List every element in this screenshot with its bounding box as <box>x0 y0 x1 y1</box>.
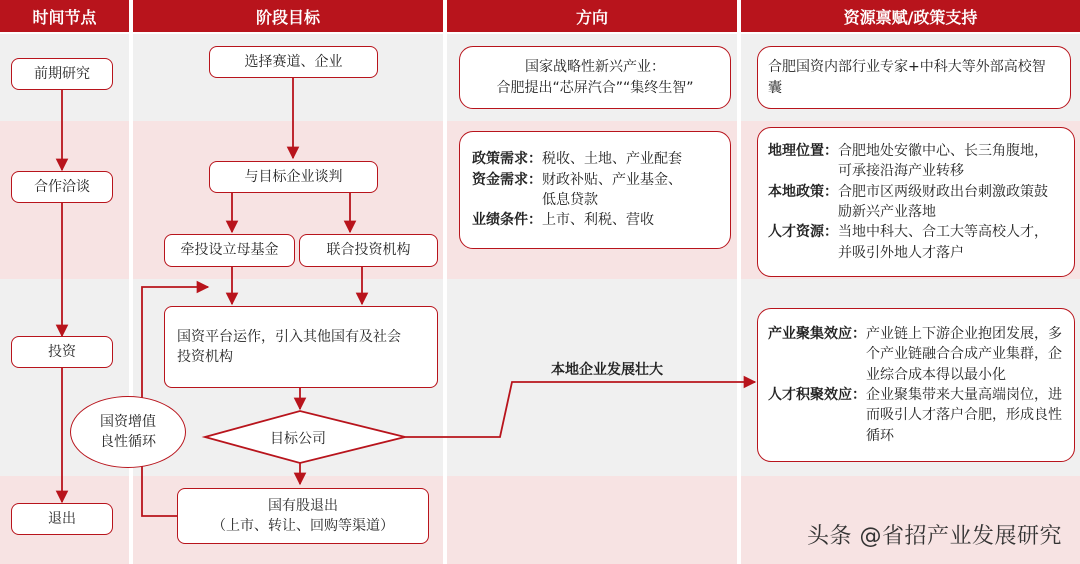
needs-policy-value: 税收、土地、产业配套 <box>542 151 682 168</box>
needs-performance-key: 业绩条件： <box>472 212 542 229</box>
exit-text-line1: 国有股退出 <box>268 497 338 514</box>
talent-gathering-value: 企业聚集带来大量高端岗位，进而吸引人才落户合肥，形成良性循环 <box>866 387 1062 444</box>
talent-key: 人才资源： <box>768 224 838 241</box>
direction-strategic-industry <box>459 46 731 109</box>
goal-state-share-exit <box>177 488 429 544</box>
target-company-label: 目标公司 <box>270 431 326 447</box>
goal-negotiate-target: 与目标企业谈判 <box>209 161 378 193</box>
cycle-ellipse <box>70 396 186 468</box>
effect-industry-cluster <box>768 324 1062 385</box>
condition-local-policy <box>768 182 1060 223</box>
needs-capital-value: 财政补贴、产业基金、低息贷款 <box>542 171 682 208</box>
geography-value: 合肥地处安徽中心、长三角腹地，可承接沿海产业转移 <box>838 143 1048 180</box>
goal-select-track: 选择赛道、企业 <box>209 46 378 78</box>
resource-think-tank <box>757 46 1071 109</box>
needs-policy <box>472 149 682 169</box>
cycle-text-line1: 国资增值 <box>100 413 156 430</box>
goal-joint-investment: 联合投资机构 <box>299 234 438 267</box>
local-policy-key: 本地政策： <box>768 183 838 200</box>
header-resources-policy: 资源禀赋/政策支持 <box>741 0 1080 32</box>
platform-text-line2: 投资机构 <box>177 349 233 365</box>
effect-talent-gathering <box>768 385 1062 446</box>
stage-investment: 投资 <box>11 336 113 368</box>
goal-mother-fund: 牵投设立母基金 <box>164 234 295 267</box>
stage-research: 前期研究 <box>11 58 113 90</box>
talent-gathering-key: 人才积聚效应： <box>768 387 866 403</box>
geography-key: 地理位置： <box>768 143 838 160</box>
needs-capital-key: 资金需求： <box>472 171 542 188</box>
header-time-node: 时间节点 <box>0 0 129 32</box>
watermark: 头条 @省招产业发展研究 <box>807 524 1062 549</box>
header-direction: 方向 <box>447 0 737 32</box>
strategy-text-line1: 国家战略性新兴产业： <box>525 59 665 76</box>
local-growth-label: 本地企业发展壮大 <box>551 362 663 378</box>
needs-policy-key: 政策需求： <box>472 151 542 168</box>
condition-geography <box>768 141 1060 182</box>
resource-conditions <box>757 127 1075 277</box>
think-tank-text: 合肥国资内部行业专家+中科大等外部高校智囊 <box>768 59 1046 96</box>
condition-talent <box>768 222 1060 263</box>
header-stage-goal: 阶段目标 <box>133 0 443 32</box>
needs-performance-value: 上市、利税、营收 <box>542 212 654 229</box>
arrow-target-to-effects <box>405 382 755 437</box>
talent-value: 当地中科大、合工大等高校人才，并吸引外地人才落户 <box>838 224 1048 261</box>
exit-text-line2: （上市、转让、回购等渠道） <box>212 518 394 534</box>
stage-negotiation: 合作洽谈 <box>11 171 113 203</box>
direction-needs <box>459 131 731 249</box>
resource-effects <box>757 308 1075 462</box>
goal-platform-operation <box>164 306 438 388</box>
industry-cluster-key: 产业聚集效应： <box>768 326 866 343</box>
needs-capital <box>472 170 690 211</box>
cycle-text-line2: 良性循环 <box>100 434 156 450</box>
industry-cluster-value: 产业链上下游企业抱团发展，多个产业链融合合成产业集群，企业综合成本得以最小化 <box>866 326 1062 383</box>
platform-text-line1: 国资平台运作，引入其他国有及社会 <box>177 328 401 345</box>
needs-performance <box>472 210 654 230</box>
local-policy-value: 合肥市区两级财政出台刺激政策鼓励新兴产业落地 <box>838 183 1048 220</box>
strategy-text-line2: 合肥提出“芯屏汽合”“集终生智” <box>496 79 694 96</box>
stage-exit: 退出 <box>11 503 113 535</box>
